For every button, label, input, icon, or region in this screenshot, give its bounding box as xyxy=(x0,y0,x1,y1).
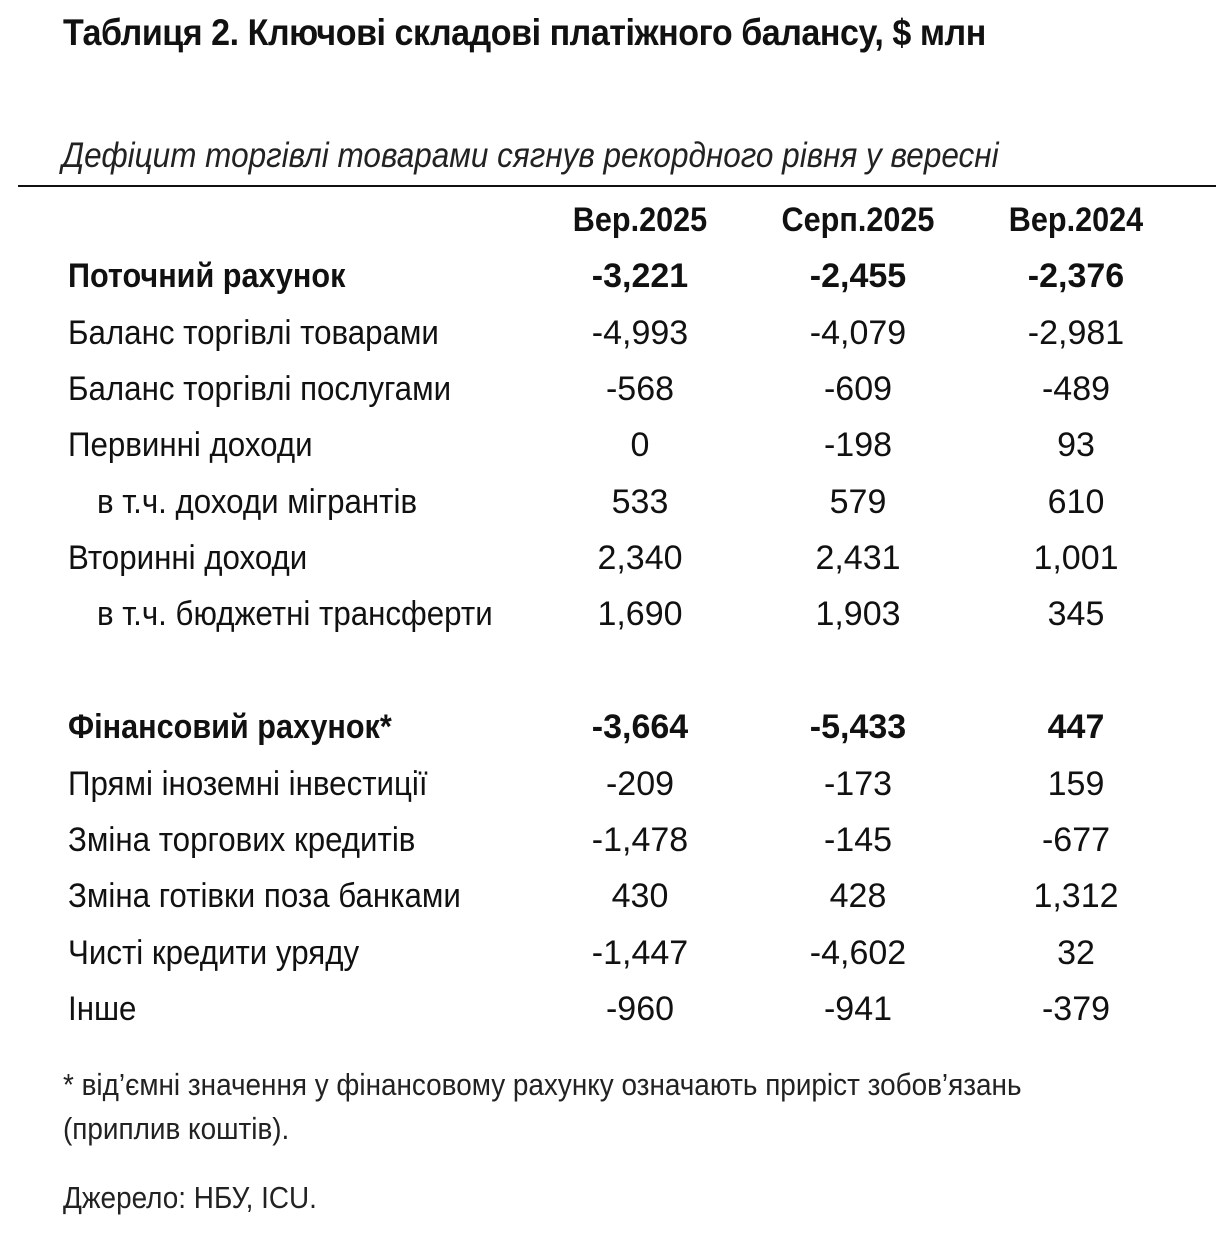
table-cell: -3,664 xyxy=(591,708,689,746)
row-label: в т.ч. доходи мігрантів xyxy=(97,483,418,521)
row-label: Інше xyxy=(68,990,137,1028)
table-cell: -173 xyxy=(823,765,893,803)
table-cell: 430 xyxy=(611,877,669,915)
table-cell: 1,903 xyxy=(815,595,901,633)
table-cell: 533 xyxy=(611,483,669,521)
row-label: Прямі іноземні інвестиції xyxy=(68,765,428,803)
table-row xyxy=(0,586,1230,642)
table-cell: -198 xyxy=(823,426,893,464)
table-cell: 428 xyxy=(829,877,887,915)
table-cell: -609 xyxy=(823,370,893,408)
table-row xyxy=(0,981,1230,1037)
table-cell: -209 xyxy=(605,765,675,803)
table-cell: -2,455 xyxy=(809,257,907,295)
table-cell: -4,993 xyxy=(591,314,689,352)
table-cell: 1,690 xyxy=(597,595,683,633)
table-cell: 2,340 xyxy=(597,539,683,577)
table-cell: 579 xyxy=(829,483,887,521)
table-row xyxy=(0,812,1230,868)
table-cell: -4,602 xyxy=(809,934,907,972)
table-cell: 447 xyxy=(1047,708,1105,746)
table-cell: 1,312 xyxy=(1033,877,1119,915)
table-cell: -489 xyxy=(1041,370,1111,408)
row-label: Вторинні доходи xyxy=(68,539,308,577)
table-cell: -3,221 xyxy=(591,257,689,295)
table-cell: -4,079 xyxy=(809,314,907,352)
table-row xyxy=(0,756,1230,812)
table-row xyxy=(0,925,1230,981)
row-label: Фінансовий рахунок* xyxy=(68,708,392,746)
table-cell: -2,376 xyxy=(1027,257,1125,295)
table-cell: 345 xyxy=(1047,595,1105,633)
table-title: Таблиця 2. Ключові складові платіжного балансу, $ млн xyxy=(63,12,986,53)
footnote xyxy=(63,1063,1021,1151)
table-row xyxy=(0,417,1230,473)
table-cell: 32 xyxy=(1057,934,1095,972)
column-header: Вер.2024 xyxy=(1008,201,1144,239)
column-header: Серп.2025 xyxy=(781,201,935,239)
row-label: Зміна торгових кредитів xyxy=(68,821,416,859)
column-header-row xyxy=(0,192,1230,248)
row-label: Баланс торгівлі товарами xyxy=(68,314,439,352)
column-header: Вер.2025 xyxy=(572,201,708,239)
table-cell: -5,433 xyxy=(809,708,907,746)
footnote-line: * від’ємні значення у фінансовому рахунку означають приріст зобов’язань xyxy=(63,1067,1022,1102)
table-cell: -677 xyxy=(1041,821,1111,859)
table-cell: -941 xyxy=(823,990,893,1028)
table-row xyxy=(0,868,1230,924)
table-cell: -145 xyxy=(823,821,893,859)
table-row xyxy=(0,305,1230,361)
table-cell: -2,981 xyxy=(1027,314,1125,352)
table-row xyxy=(0,530,1230,586)
row-label: в т.ч. бюджетні трансферти xyxy=(97,595,493,633)
row-label: Баланс торгівлі послугами xyxy=(68,370,452,408)
table-cell: -1,478 xyxy=(591,821,689,859)
table-cell: -960 xyxy=(605,990,675,1028)
row-label: Зміна готівки поза банками xyxy=(68,877,461,915)
table-cell: -568 xyxy=(605,370,675,408)
table-row xyxy=(0,699,1230,755)
source-note: Джерело: НБУ, ICU. xyxy=(63,1180,317,1215)
table-cell: -379 xyxy=(1041,990,1111,1028)
footnote-line: (приплив коштів). xyxy=(63,1111,290,1146)
row-label: Чисті кредити уряду xyxy=(68,934,360,972)
table-cell: 93 xyxy=(1057,426,1095,464)
table-cell: 2,431 xyxy=(815,539,901,577)
table-subtitle: Дефіцит торгівлі товарами сягнув рекордного рівня у вересні xyxy=(62,136,999,175)
row-label: Первинні доходи xyxy=(68,426,313,464)
table-row xyxy=(0,474,1230,530)
row-label: Поточний рахунок xyxy=(68,257,346,295)
table-row xyxy=(0,248,1230,304)
table-row xyxy=(0,361,1230,417)
table-cell: 0 xyxy=(630,426,650,464)
table-cell: 610 xyxy=(1047,483,1105,521)
table-cell: -1,447 xyxy=(591,934,689,972)
table-cell: 1,001 xyxy=(1033,539,1119,577)
table-cell: 159 xyxy=(1047,765,1105,803)
header-divider xyxy=(18,185,1216,187)
